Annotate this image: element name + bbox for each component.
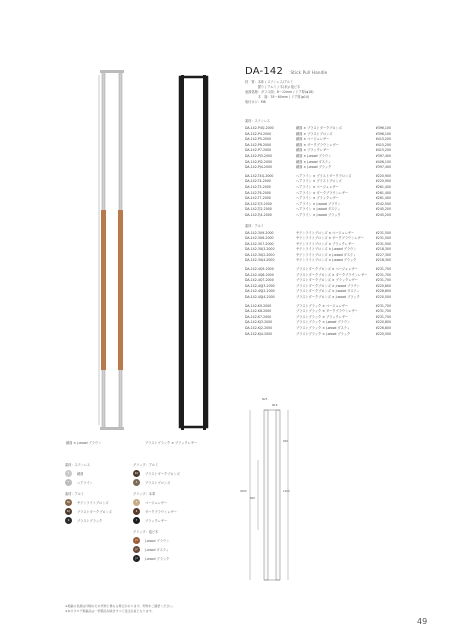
price-group xyxy=(245,231,405,265)
dim-top: 600 xyxy=(283,440,288,443)
price-row-name: ヘアライン × J-wood ブラック xyxy=(296,212,341,217)
finish-label: ダークブラウンレザー xyxy=(145,510,177,514)
price-row-price: ¥245,200 xyxy=(375,207,391,212)
price-row-price: ¥226,800 xyxy=(375,326,391,330)
price-row-code: DA-142-4Q9-2000 xyxy=(245,267,274,272)
model-number: DA-142 xyxy=(245,66,284,77)
price-group xyxy=(245,304,405,338)
price-row-price: ¥415,200 xyxy=(375,137,391,142)
price-group xyxy=(245,126,405,171)
finish-swatch: 4Q xyxy=(134,472,139,475)
price-row-name: ヘアライン × J-wood ブラウン xyxy=(296,201,341,206)
price-row-price: ¥218,300 xyxy=(375,247,391,252)
dim-mid: 1400 xyxy=(283,490,290,493)
legend-item xyxy=(133,516,203,525)
legend-item xyxy=(65,516,125,525)
price-row-code: DA-142-3U9-2000 xyxy=(245,230,274,235)
finish-label: 鏡面 xyxy=(77,472,84,476)
section-label-stainless: 素材：ステンレス xyxy=(245,119,271,123)
finish-label: J-wood ダスティ xyxy=(145,548,169,552)
price-row-name: ヘアライン × J-wood ダスティ xyxy=(296,207,341,212)
finish-swatch: 5 xyxy=(133,499,140,506)
finish-swatch: 4 xyxy=(133,479,140,486)
finish-swatch: K xyxy=(65,517,72,524)
dim-d2: Φ18 xyxy=(272,404,278,407)
dim-d1: Φ25 xyxy=(262,398,268,401)
product-subtitle: Stick Pull Handle xyxy=(290,70,328,75)
finish-label: J-wood ブラウン xyxy=(145,539,170,543)
price-row-code: DA-142-K9-2000 xyxy=(245,303,272,308)
finish-label: ブラックレザー xyxy=(145,519,168,523)
price-row-name: ヘアライン × ブラックレザー xyxy=(296,196,339,201)
legend-item xyxy=(65,469,125,478)
price-row-code: DA-142-KJ4-2000 xyxy=(245,331,273,336)
price-row-name: 鏡面 × ブラストダークブロンズ xyxy=(296,126,342,130)
price-row-code: DA-142-TJ4-2000 xyxy=(245,212,272,217)
finish-swatch: J2 xyxy=(133,546,140,553)
spec-block xyxy=(245,80,313,105)
price-row-name: ブラストダークブロンズ × ダークブラウンレザー xyxy=(296,272,368,277)
price-row xyxy=(245,332,405,338)
drawing-caption: ブラストブラック × ブラックレザー xyxy=(145,441,198,445)
price-row-code: DA-142-4Q7-2000 xyxy=(245,278,274,283)
price-row-code: DA-142-3UJ4-2000 xyxy=(245,258,275,263)
price-row-name: サテンライトブロンズ × J-wood ダスティ xyxy=(296,252,357,257)
price-row-name: サテンライトブロンズ × J-wood ブラック xyxy=(296,258,357,263)
price-row-price: ¥415,200 xyxy=(375,148,391,153)
price-row-code: DA-142-3U6-2000 xyxy=(245,236,274,241)
handle-photo xyxy=(74,70,154,430)
photo-caption: 鏡面 × J-wood ブラウン xyxy=(66,441,102,445)
price-row-code: DA-142-KJ2-2000 xyxy=(245,326,273,330)
price-row-price: ¥406,100 xyxy=(375,159,391,164)
price-row-price: ¥220,500 xyxy=(375,295,391,300)
price-row-price: ¥397,400 xyxy=(375,153,391,158)
price-row-price: ¥231,700 xyxy=(375,278,391,283)
price-row-code: DA-142-4QJ4-2000 xyxy=(245,295,275,300)
spec-line: 木 面：35〜60mm / ドア厚(φ10) xyxy=(245,95,310,99)
legend-item xyxy=(65,498,125,507)
finish-label: ブラストダークブロンズ xyxy=(145,472,180,476)
legend-item xyxy=(133,469,203,478)
legend-item xyxy=(65,507,125,516)
price-row xyxy=(245,165,405,171)
price-row-name: ブラストダークブロンズ × J-wood ブラック xyxy=(296,295,360,300)
price-row-code: DA-142-T4Q-2000 xyxy=(245,173,274,178)
finish-label: ベージュレザー xyxy=(145,501,168,505)
legend-label: グリップ：アルミ xyxy=(133,463,159,467)
finish-swatch: 4Q xyxy=(66,510,71,513)
price-row-code: DA-142-TJ2-2000 xyxy=(245,207,272,212)
legend-item xyxy=(133,536,203,545)
stainless-groups xyxy=(245,126,405,219)
finish-label: ブラストブロンズ xyxy=(145,481,171,485)
price-row-price: ¥396,100 xyxy=(375,126,391,130)
price-row-code: DA-142-T4-2000 xyxy=(245,179,271,184)
price-row-price: ¥231,700 xyxy=(375,272,391,277)
finish-swatch: 6 xyxy=(133,508,140,515)
price-row-code: DA-142-T5-2000 xyxy=(245,184,271,189)
finish-swatch: P xyxy=(65,470,72,477)
finish-swatch: J4 xyxy=(133,555,140,562)
handle-drawing xyxy=(174,75,214,430)
price-row-name: ブラストダークブロンズ × ブラックレザー xyxy=(296,278,358,283)
price-row-price: ¥220,900 xyxy=(375,173,391,178)
price-row-code: DA-142-PJ3-2000 xyxy=(245,153,273,158)
price-group xyxy=(245,267,405,301)
price-row-price: ¥231,700 xyxy=(375,314,391,319)
dim-grip: 800 xyxy=(250,497,255,500)
price-row-name: ヘアライン × ベージュレザー xyxy=(296,184,339,189)
price-row-price: ¥231,700 xyxy=(375,267,391,272)
aluminum-groups xyxy=(245,231,405,338)
price-row-name: サテンライトブロンズ × ベージュレザー xyxy=(296,230,355,235)
price-row-price: ¥220,800 xyxy=(375,283,391,288)
price-row-code: DA-142-P4Q-2000 xyxy=(245,126,274,130)
price-row-name: ブラストブラック × ダークブラウンレザー xyxy=(296,309,358,314)
spec-line: 握り / アルミ / 木(米)/ 塩ビ木 xyxy=(245,85,301,89)
legend-item xyxy=(133,554,203,563)
price-row-price: ¥242,500 xyxy=(375,201,391,206)
finish-label: ブラストダークブロンズ xyxy=(77,510,112,514)
price-row-price: ¥231,500 xyxy=(375,230,391,235)
price-row-name: 鏡面 × J-wood ダスティ xyxy=(296,159,332,164)
footnote-line: ※本カタログ掲載品は一部製品を除きすべて受注生産となります。 xyxy=(65,608,155,613)
legend-item xyxy=(65,478,125,487)
finish-swatch: 3U xyxy=(66,501,71,504)
price-row xyxy=(245,213,405,219)
price-row-price: ¥220,800 xyxy=(375,320,391,325)
price-row-code: DA-142-4Q6-2000 xyxy=(245,272,274,277)
price-row-name: ブラストダークブロンズ × ベージュレザー xyxy=(296,267,358,272)
legend-item xyxy=(133,507,203,516)
legend-item xyxy=(133,545,203,554)
price-row-name: サテンライトブロンズ × J-wood ブラウン xyxy=(296,247,357,252)
price-row-price: ¥231,700 xyxy=(375,303,391,308)
price-row-name: ブラストブラック × ベージュレザー xyxy=(296,303,349,308)
price-row-code: DA-142-K8-2000 xyxy=(245,309,272,314)
footnote xyxy=(65,604,175,613)
price-row-name: ブラストダークブロンズ × J-wood ダスティ xyxy=(296,289,360,294)
price-row-code: DA-142-3UJ3-2000 xyxy=(245,247,275,252)
legend-col-1 xyxy=(65,462,125,525)
price-row-name: ヘアライン × ブラストダークブロンズ xyxy=(296,173,352,178)
price-row xyxy=(245,258,405,264)
price-row-code: DA-142-P6-2000 xyxy=(245,142,272,147)
finish-label: ブラストブラック xyxy=(77,519,103,523)
legend-item xyxy=(133,478,203,487)
price-row-name: ブラストブラック × J-wood ブラック xyxy=(296,331,351,336)
price-row-name: 鏡面 × J-wood ブラック xyxy=(296,165,332,170)
price-row-price: ¥261,400 xyxy=(375,190,391,195)
price-row-name: ヘアライン × ブラストブロンズ xyxy=(296,179,342,184)
price-row-name: 鏡面 × ブラックレザー xyxy=(296,148,330,153)
price-row-name: 鏡面 × ダークブラウンレザー xyxy=(296,142,339,147)
price-row-code: DA-142-KJ3-2000 xyxy=(245,320,273,325)
finish-swatch: J3 xyxy=(133,537,140,544)
price-row-price: ¥245,200 xyxy=(375,212,391,217)
legend-item xyxy=(133,498,203,507)
legend-label: グリップ：本革 xyxy=(133,492,156,496)
price-row-price: ¥218,300 xyxy=(375,258,391,263)
legend-label: グリップ：塩ビ木 xyxy=(133,530,159,534)
product-title xyxy=(245,66,327,77)
price-row-name: サテンライトブロンズ × ブラックレザー xyxy=(296,241,355,246)
price-row-name: サテンライトブロンズ × ダークブラウンレザー xyxy=(296,236,364,241)
legend-col-2 xyxy=(133,462,203,563)
price-table xyxy=(245,118,405,340)
price-row-code: DA-142-P4-2000 xyxy=(245,131,272,136)
price-row-price: ¥227,300 xyxy=(375,252,391,257)
spec-line: 材 質：本体 / ステンレス/アルミ xyxy=(245,80,294,84)
price-row-price: ¥231,700 xyxy=(375,309,391,314)
finish-swatch: 7 xyxy=(133,517,140,524)
price-row-name: 鏡面 × J-wood ブラウン xyxy=(296,153,332,158)
price-row-price: ¥226,800 xyxy=(375,289,391,294)
price-row-price: ¥220,500 xyxy=(375,331,391,336)
dim-total: 2000 xyxy=(240,490,247,493)
price-row-name: 鏡面 × ブラストブロンズ xyxy=(296,131,333,136)
price-row-code: DA-142-P5-2000 xyxy=(245,137,272,142)
dimension-drawing xyxy=(240,400,300,585)
legend-label: 素材：ステンレス xyxy=(65,463,91,467)
spec-line: 取付ネジ：M8 xyxy=(245,100,266,104)
price-row xyxy=(245,295,405,301)
price-row-name: ブラストブラック × J-wood ブラウン xyxy=(296,320,351,325)
price-row-price: ¥415,200 xyxy=(375,142,391,147)
price-row-code: DA-142-3UJ2-2000 xyxy=(245,252,275,257)
spec-line: 表面処理：ガラス面：8〜12mm / ドア厚(φ18) xyxy=(245,90,314,94)
price-row-code: DA-142-4QJ2-2000 xyxy=(245,289,275,294)
price-group xyxy=(245,174,405,219)
price-row-name: ブラストブラック × ブラックレザー xyxy=(296,314,349,319)
price-row-code: DA-142-TJ3-2000 xyxy=(245,201,272,206)
price-row-name: ブラストダークブロンズ × J-wood ブラウン xyxy=(296,283,360,288)
price-row-price: ¥231,500 xyxy=(375,236,391,241)
price-row-price: ¥231,500 xyxy=(375,241,391,246)
legend-label: 素材：アルミ xyxy=(65,492,84,496)
price-row-code: DA-142-4QJ3-2000 xyxy=(245,283,275,288)
price-row-name: 鏡面 × ベージュレザー xyxy=(296,137,330,142)
price-row-code: DA-142-K7-2000 xyxy=(245,314,272,319)
price-row-price: ¥220,900 xyxy=(375,179,391,184)
section-label-aluminum: 素材：アルミ xyxy=(245,223,264,228)
price-row-name: ヘアライン × ダークブラウンレザー xyxy=(296,190,349,195)
price-row-price: ¥397,400 xyxy=(375,165,391,170)
finish-label: J-wood ブラック xyxy=(145,557,170,561)
price-row-code: DA-142-T7-2000 xyxy=(245,196,271,201)
price-row-price: ¥396,100 xyxy=(375,131,391,136)
price-row-code: DA-142-PJ2-2000 xyxy=(245,159,273,164)
price-row-name: ブラストブラック × J-wood ダスティ xyxy=(296,326,350,330)
page-number: 49 xyxy=(417,617,428,626)
price-row-price: ¥261,400 xyxy=(375,184,391,189)
price-row-code: DA-142-PJ4-2000 xyxy=(245,165,273,170)
finish-swatch: T xyxy=(65,479,72,486)
price-row-code: DA-142-T6-2000 xyxy=(245,190,271,195)
finish-label: サテンライトブロンズ xyxy=(77,501,109,505)
price-row-code: DA-142-P7-2000 xyxy=(245,148,272,153)
finish-label: ヘアライン xyxy=(77,481,93,485)
footnote-line: ※掲載の色調は印刷のため実物と異なる場合があります。実物をご確認ください。 xyxy=(65,604,176,608)
price-row-price: ¥261,400 xyxy=(375,196,391,201)
price-row-code: DA-142-3U7-2000 xyxy=(245,241,274,246)
